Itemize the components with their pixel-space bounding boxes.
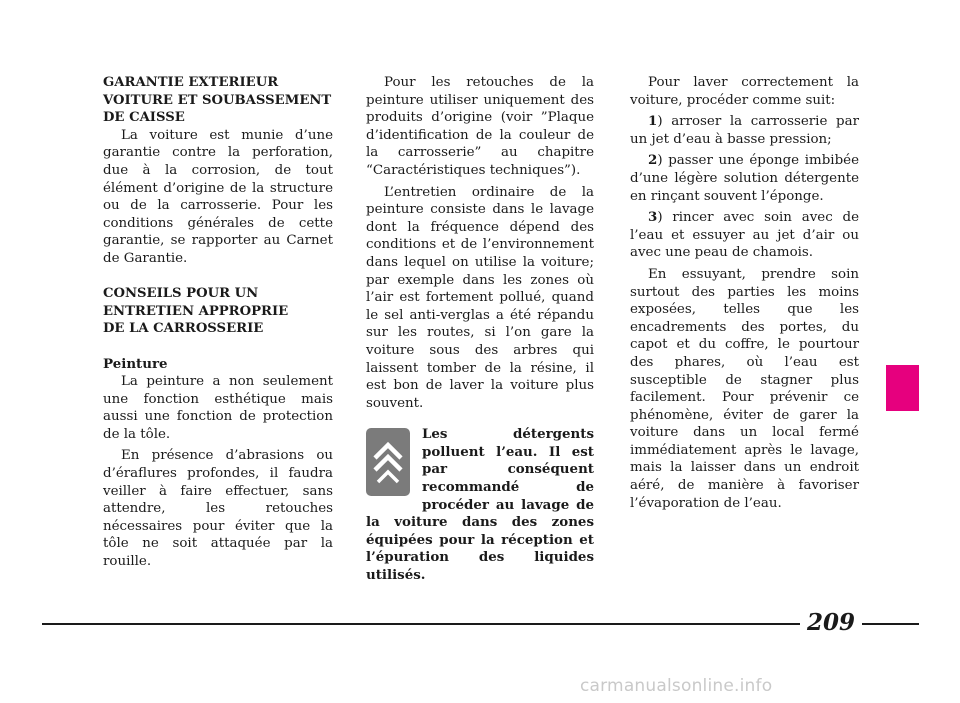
paragraph-lavage-intro: Pour laver correctement la voiture, procéder comme suit: <box>630 75 859 108</box>
heading-line: ENTRETIEN APPROPRIE <box>103 303 289 319</box>
column-middle <box>366 74 594 585</box>
step-number: 3 <box>648 209 658 226</box>
paragraph-abrasions: En présence d’abrasions ou d’éraflures profondes, il faudra veiller à faire effectuer, sans attendre, les retouches nécessaires pour éviter que la tôle ne soit attaquée par la rouille. <box>103 448 333 570</box>
warning-text: Les détergents polluent l’eau. Il est par conséquent recommandé de procéder au lavage de la voiture dans des zones équipées pour la réception et l’épuration des liquides utilisés. <box>366 426 594 584</box>
column-right <box>630 74 859 512</box>
heading-line: GARANTIE EXTERIEUR <box>103 75 279 90</box>
step-text: ) rincer avec soin avec de l’eau et essuyer au jet d’air ou avec une peau de chamois. <box>630 210 859 261</box>
paragraph-retouches: Pour les retouches de la peinture utiliser uniquement des produits d’origine (voir ”Plaque d’identification de la couleur de la carrosserie” au chapitre “Caractéristiques techniques”). <box>366 75 594 178</box>
step-item <box>630 209 859 262</box>
paragraph-peinture-fonction: La peinture a non seulement une fonction esthétique mais aussi une fonction de protection de la tôle. <box>103 374 333 442</box>
heading-line: CONSEILS POUR UN <box>103 286 259 302</box>
heading-conseils <box>103 285 333 338</box>
step-text: ) arroser la carrosserie par un jet d’eau à basse pression; <box>630 114 859 147</box>
step-text: ) passer une éponge imbibée d’une légère solution détergente en rinçant souvent l’éponge. <box>630 153 859 204</box>
heading-line: VOITURE ET SOUBASSEMENT <box>103 92 332 108</box>
watermark: carmanualsonline.info <box>580 676 773 696</box>
page-number: 209 <box>806 609 855 636</box>
footer-rule-right <box>862 623 919 625</box>
heading-garantie <box>103 74 333 127</box>
step-item <box>630 152 859 205</box>
step-number: 2 <box>648 152 658 169</box>
warning-box <box>366 426 594 584</box>
step-number: 1 <box>648 113 658 130</box>
subheading-peinture: Peinture <box>103 355 168 372</box>
environment-warning-icon <box>366 428 410 496</box>
step-item <box>630 113 859 148</box>
heading-line: DE LA CARROSSERIE <box>103 321 264 337</box>
footer-rule-left <box>42 623 800 625</box>
heading-line: DE CAISSE <box>103 110 185 126</box>
paragraph-essuyage: En essuyant, prendre soin surtout des parties les moins exposées, telles que les encadrements des portes, du capot et du coffre, le pourtour des phares, où l’eau est susceptible de stagner plus facilement. Pour prévenir ce phénomène, éviter de garer la voiture dans un local fermé immédiatement après le lavage, mais la laisser dans un endroit aéré, de manière à favoriser l’évaporation de l’eau. <box>630 266 859 511</box>
paragraph-entretien: L’entretien ordinaire de la peinture consiste dans le lavage dont la fréquence dépend des conditions et de l’environnement dans lequel on utilise la voiture; par exemple dans les zones où l’air est fortement pollué, quand le sel anti-verglas a été répandu sur les routes, si l’on gare la voiture sous des arbres qui laissent tomber de la résine, il est bon de laver la voiture plus souvent. <box>366 184 594 411</box>
section-tab <box>886 365 919 411</box>
paragraph-garantie: La voiture est munie d’une garantie contre la perforation, due à la corrosion, de tout élément d’origine de la structure ou de la carrosserie. Pour les conditions générales de cette garantie, se rapporter au Carnet de Garantie. <box>103 127 333 266</box>
column-left <box>103 74 333 571</box>
